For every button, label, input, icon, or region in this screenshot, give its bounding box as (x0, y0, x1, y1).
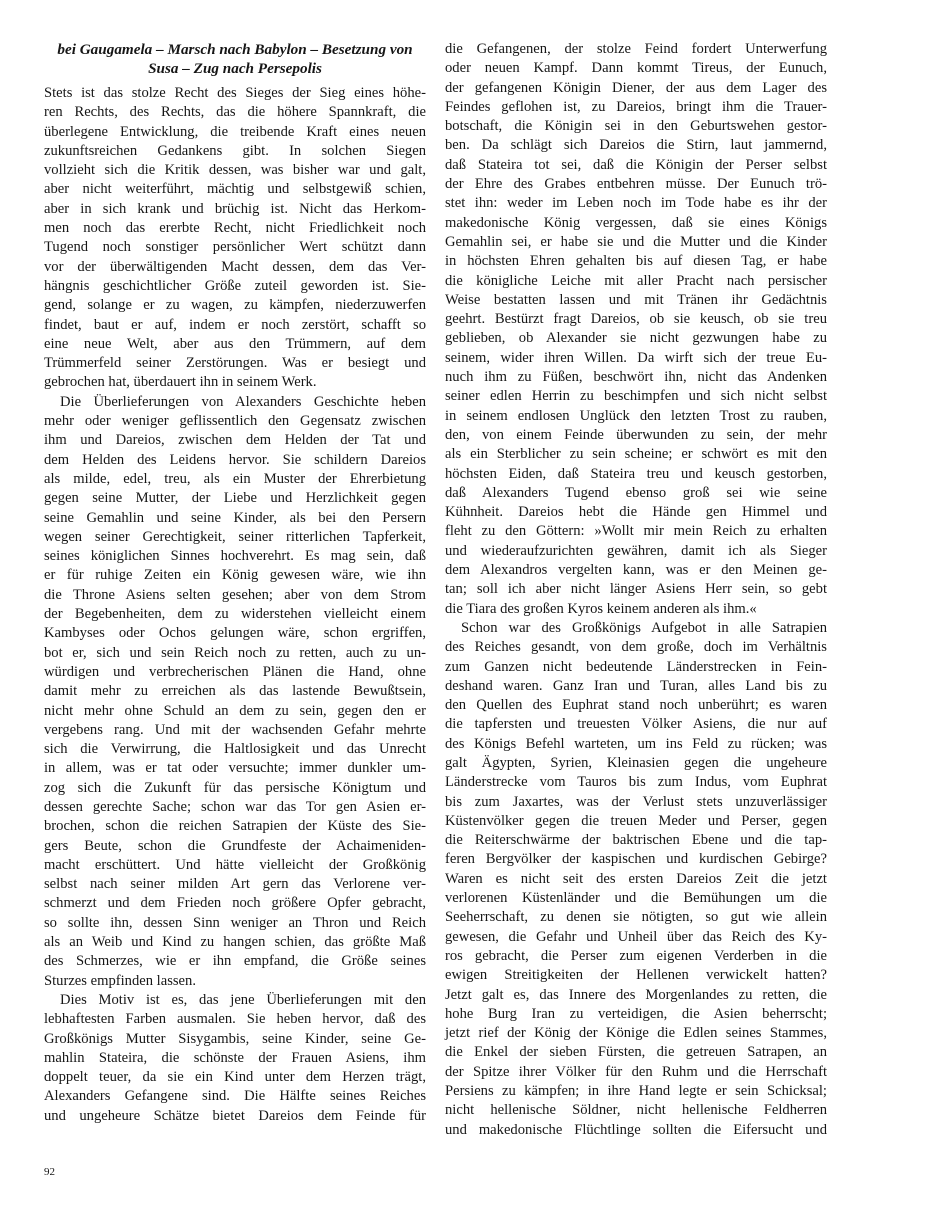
text-line: ewigen Streitigkeiten der Hellenen verwickelt hatten? (445, 967, 827, 984)
text-line: die Throne Asiens selten gesehen; aber von dem Strom (44, 586, 426, 603)
paragraph (44, 991, 426, 1126)
text-line: verlorenen Küstenländer und die Bemühungen um die (445, 890, 827, 907)
text-line: die königliche Leiche mit aller Pracht nach persischer (445, 272, 827, 289)
text-line: Die Überlieferungen von Alexanders Geschichte heben (60, 393, 426, 410)
text-line: den, von einem Feinde überwunden zu sein, der mehr (445, 426, 827, 443)
text-line: aber in sich krank und brüchig ist. Nicht das Herkom- (44, 200, 426, 217)
right-body-text (445, 40, 827, 1140)
right-column (445, 40, 827, 1140)
text-line: Großkönigs Mutter Sisygambis, seine Kinder, seine Ge- (44, 1030, 426, 1047)
text-line: nicht hellenische Söldner, nicht hellenische Feldherren (445, 1102, 827, 1119)
text-line: der Spitze ihrer Völker für den Ruhm und die Herrschaft (445, 1063, 827, 1080)
text-line: ihm und Dareios, zwischen dem Helden der Tat und (44, 432, 426, 449)
text-line: findet, baut er auf, indem er noch zerstört, schafft so (44, 316, 426, 333)
text-line: botschaft, die Königin sei in den Geburtswehen gestor- (445, 118, 827, 135)
text-line: jetzt rief der König der Könige die Edlen seines Stammes, (445, 1025, 827, 1042)
left-body-text (44, 84, 426, 1126)
text-line: Alexanders Gefangene sind. Die Hälfte seines Reiches (44, 1088, 426, 1105)
text-line: Stets ist das stolze Recht des Sieges der Sieg eines höhe- (44, 85, 426, 101)
text-line: und makedonische Flüchtlinge sollten die Eifersucht und (445, 1121, 827, 1138)
text-line: schmerzt und dem Frieden noch größere Opfer gebracht, (44, 895, 426, 912)
text-line: des Schmerzes, wie er ihn empfand, die Größe seines (44, 953, 426, 970)
text-line: aber nicht weiterführt, mächtig und selbstgewiß schien, (44, 181, 426, 198)
text-line: dem Helden des Leidens hervor. Sie schildern Dareios (44, 451, 426, 468)
text-line: die Enkel der sieben Fürsten, die getreuen Satrapen, an (445, 1044, 827, 1061)
text-line: er für ruhige Zeiten ein König gewesen wäre, wie ihn (44, 567, 426, 584)
text-line: damit mehr zu erreichen als das lastende Bewußtsein, (44, 683, 426, 700)
text-line: geblieben, ob Alexander sie nicht gezwungen habe zu (445, 330, 827, 347)
text-line: bis zum Jaxartes, was der Verlust stets unzuverlässiger (445, 793, 827, 810)
text-line: daß Alexanders Tugend ebenso groß sei wie seine (445, 484, 827, 501)
text-line: Küstenvölker gegen die treuen Meder und Perser, gegen (445, 812, 827, 829)
text-line: Sturzes empfinden lassen. (44, 972, 196, 989)
page-number: 92 (44, 1166, 55, 1178)
text-line: Dies Motiv ist es, das jene Überlieferungen mit den (60, 991, 426, 1008)
text-line: vergebens rang. Und mit der wachsenden Gefahr mehrte (44, 721, 426, 738)
text-line: deshand waren. Ganz Iran und Turan, alles Land bis zu (445, 677, 827, 694)
text-line: gewesen, die Gefahr und Unheil über das Reich des Ky- (445, 928, 827, 945)
text-line: ros gebracht, die Perser zum eigenen Verderben in die (445, 947, 827, 964)
text-line: stet ihn: weder im Leben noch im Tode habe es ihr der (445, 195, 827, 212)
text-line: gers Beute, schon die Grundfeste der Achaimeniden- (44, 837, 426, 854)
text-line: zum Ganzen nicht bedeutende Länderstrecken in Fein- (445, 658, 827, 675)
text-line: gebrochen hat, überdauert ihn in seinem Werk. (44, 374, 317, 391)
text-line: seinem, wider ihren Willen. Da wirft sich der treue Eu- (445, 349, 827, 366)
paragraph (445, 619, 827, 1140)
text-line: Seeherrschaft, zu denen sie nötigten, so gut wie allein (445, 909, 827, 926)
heading-line: bei Gaugamela – Marsch nach Babylon – Besetzung von (57, 41, 413, 58)
text-line: des Reiches gesandt, von dem große, doch im Verhältnis (445, 639, 827, 656)
text-line: dessen gerechte Sache; schon war das Tor gen Asien er- (44, 798, 426, 815)
text-line: der Ehre des Grabes entbehren müsse. Der Eunuch trö- (445, 176, 827, 193)
text-line: und wiederaufzurichten gewähren, damit ich als Sieger (445, 542, 827, 559)
text-line: mehr oder weniger geflissentlich den Gegensatz zwischen (44, 413, 426, 430)
text-line: Kühnheit. Dareios hebt die Hände gen Himmel und (445, 504, 827, 521)
text-line: Persiens zu kämpfen; in ihre Hand legte er sein Schicksal; (445, 1083, 827, 1100)
text-line: bot er, sich und sein Reich noch zu retten, auch zu un- (44, 644, 426, 661)
text-line: hängnis geschichtlicher Größe zuteil geworden ist. Sie- (44, 277, 426, 294)
text-line: oder neuen Kampf. Dann kommt Tireus, der Eunuch, (445, 60, 827, 77)
text-line: der gefangenen Königin Diener, der aus dem Lager des (445, 79, 827, 96)
text-line: Länderstrecke vom Tauros bis zum Indus, vom Euphrat (445, 774, 827, 791)
text-line: und ungeheure Schätze bietet Dareios dem Feinde für (44, 1107, 426, 1124)
text-line: galt Ägypten, Syrien, Kleinasien gegen die ungeheure (445, 754, 827, 771)
text-line: Waren es nicht seit des ersten Dareios Zeit die jetzt (445, 870, 827, 887)
text-line: in höchsten Ehren gehalten bis auf diesen Tag, er habe (445, 253, 827, 270)
text-line: Gemahlin sei, er habe sie und die Mutter und die Kinder (445, 233, 827, 250)
text-line: tan; soll ich aber nicht länger Asiens Herr sein, so gebt (445, 581, 827, 598)
text-line: feren Bergvölker der kaspischen und kurdischen Gebirge? (445, 851, 827, 868)
text-line: fleht zu den Göttern: »Wollt mir mein Reich zu erhalten (445, 523, 827, 540)
text-line: gegen seine Mutter, der Liebe und Herzlichkeit gegen (44, 490, 426, 507)
text-line: men noch das ererbte Recht, nicht Friedlichkeit noch (44, 220, 426, 237)
text-line: seine Gemahlin und seine Kinder, als bei den Persern (44, 509, 426, 526)
text-line: als an Weib und Kind zu hangen schien, das größte Maß (44, 934, 426, 951)
text-line: sich die Verwirrung, die Haltlosigkeit und das Unrecht (44, 741, 426, 758)
text-line: Jetzt galt es, das Innere des Morgenlandes zu retten, die (445, 986, 827, 1003)
text-line: ben. Da schlägt sich Dareios die Stirn, laut jammernd, (445, 137, 827, 154)
text-line: Tugend noch sonstiger persönlicher Wert schützt dann (44, 239, 426, 256)
text-line: hohe Burg Iran zu verteidigen, die Asien beherrscht; (445, 1005, 827, 1022)
text-line: Schon war des Großkönigs Aufgebot in alle Satrapien (461, 619, 827, 636)
text-line: Weise bestatten lassen und mit Tränen ihr Gedächtnis (445, 291, 827, 308)
text-line: vollzieht sich die Kritik dessen, was bisher war und galt, (44, 162, 426, 179)
text-line: doppelt teuer, da sie ein Kind unter dem Herzen trägt, (44, 1069, 426, 1086)
text-line: Feindes geflohen ist, zu Dareios, bringt ihm die Trauer- (445, 98, 827, 115)
text-line: macht erschüttert. Und hätte vielleicht der Großkönig (44, 856, 426, 873)
text-line: die Gefangenen, der stolze Feind fordert Unterwerfung (445, 41, 827, 57)
text-line: makedonische König vergessen, daß sie eines Königs (445, 214, 827, 231)
text-line: lebhaftesten Farben ausmalen. Sie heben hervor, daß des (44, 1011, 426, 1028)
text-line: brochen, schon die reichen Satrapien der Küste des Sie- (44, 818, 426, 835)
paragraph (44, 393, 426, 991)
text-line: daß Stateira tot sei, daß die Königin der Perser selbst (445, 156, 827, 173)
paragraph (44, 84, 426, 393)
text-line: zukunftsreichen Gedankens gibt. In solchen Siegen (44, 142, 426, 159)
text-line: Kambyses oder Ochos gelungen wäre, schon ergriffen, (44, 625, 426, 642)
text-line: als ein Sterblicher zu sein scheine; er schwört es mit den (445, 446, 827, 463)
text-line: geehrt. Bestürzt fragt Dareios, ob sie keusch, ob sie treu (445, 311, 827, 328)
text-line: in allem, was er tat oder versuchte; immer dunkler um- (44, 760, 426, 777)
text-line: überlegene Entwicklung, die treibende Kraft eines neuen (44, 123, 426, 140)
heading-line: Susa – Zug nach Persepolis (148, 60, 322, 77)
text-line: seines königlichen Sinnes hochverehrt. Es mag sein, daß (44, 548, 426, 565)
text-line: seiner edlen Herrin zu beschimpfen und sich nicht selbst (445, 388, 827, 405)
chapter-heading (44, 40, 426, 78)
text-line: wegen seiner Gerechtigkeit, seiner ritterlichen Tapferkeit, (44, 528, 426, 545)
text-line: dem Alexandros vergelten kann, was er den Meinen ge- (445, 562, 827, 579)
text-line: gend, solange er zu wagen, zu kämpfen, niederzuwerfen (44, 297, 426, 314)
text-line: der Begebenheiten, dem zu widerstehen vielleicht einem (44, 606, 426, 623)
text-line: mahlin Stateira, die schönste der Frauen Asiens, ihm (44, 1049, 426, 1066)
text-line: eine neue Welt, aber aus den Trümmern, auf dem (44, 335, 426, 352)
text-line: Trümmerfeld seiner Zerstörungen. Was er besiegt und (44, 355, 426, 372)
text-line: höchsten Eiden, daß Stateira treu und keusch gestorben, (445, 465, 827, 482)
text-line: den Quellen des Euphrat stand noch unberührt; es waren (445, 697, 827, 714)
text-line: zog sich die Zukunft für das persische Königtum und (44, 779, 426, 796)
left-column (44, 40, 426, 1126)
paragraph (445, 40, 827, 619)
text-line: des Königs Befehl warteten, um ins Feld zu rücken; was (445, 735, 827, 752)
text-line: ren Rechts, des Rechts, das die höhere Spannkraft, die (44, 104, 426, 121)
text-line: als milde, edel, treu, als ein Muster der Ehrerbietung (44, 470, 426, 487)
text-line: nuch ihm zu Füßen, beschwört ihn, nicht das Andenken (445, 369, 827, 386)
text-line: würdigen und verbrecherischen Plänen die Hand, ohne (44, 663, 426, 680)
text-line: die tapfersten und treuesten Völker Asiens, die nur auf (445, 716, 827, 733)
text-line: so sollte ihn, dessen Sinn weniger an Thron und Reich (44, 914, 426, 931)
text-line: die Reiterschwärme der baktrischen Ebene und die tap- (445, 832, 827, 849)
text-line: nicht mehr ohne Schuld an dem zu sein, gegen den er (44, 702, 426, 719)
text-line: selbst nach seiner milden Art gern das Verlorene ver- (44, 876, 426, 893)
text-line: in seinem endlosen Unglück den letzten Trost zu rauben, (445, 407, 827, 424)
text-line: die Tiara des großen Kyros keinem anderen als ihm.« (445, 600, 757, 617)
text-line: vor der überwältigenden Macht dessen, dem das Ver- (44, 258, 426, 275)
